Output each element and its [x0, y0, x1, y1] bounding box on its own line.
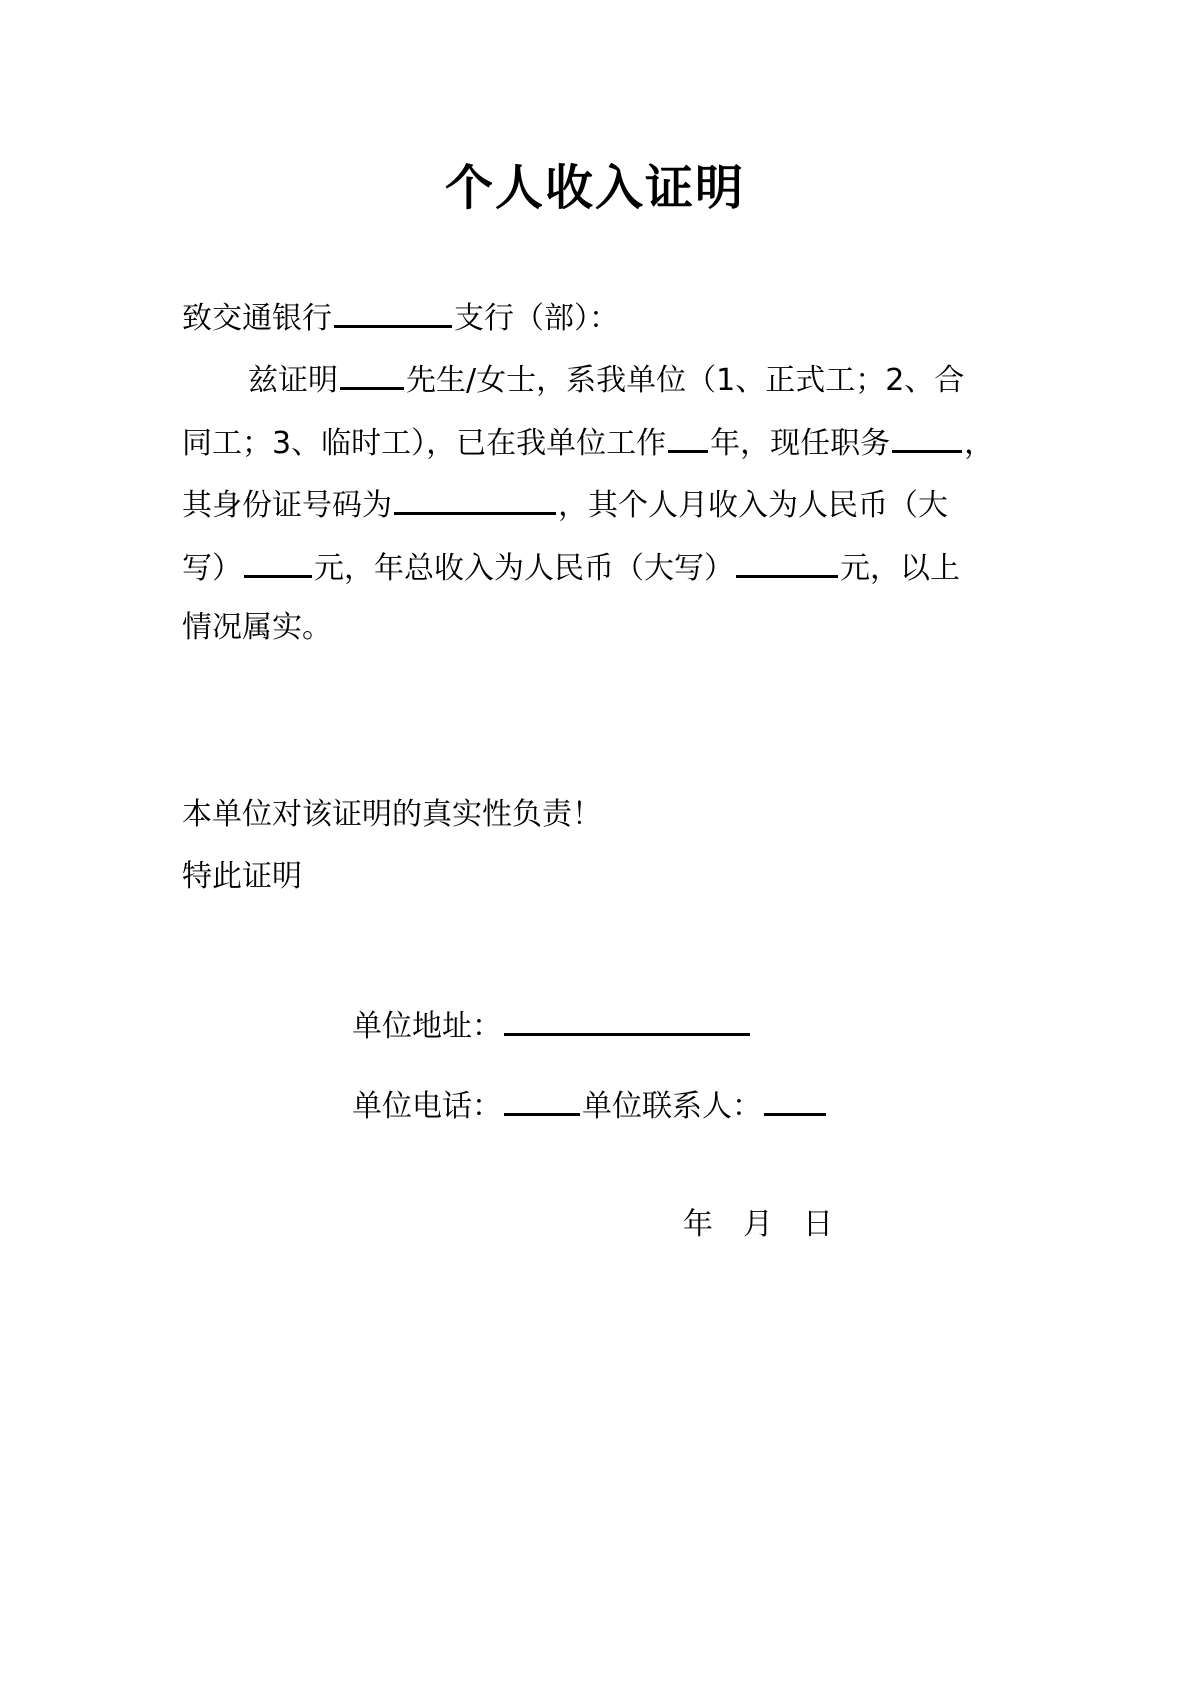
address-blank[interactable]: [504, 1003, 750, 1036]
position-blank[interactable]: [892, 420, 962, 453]
body-text: 同工；3、临时工），已在我单位工作: [182, 426, 667, 461]
body-text: ，: [964, 426, 995, 461]
body-line-1: [248, 357, 964, 401]
body-text: ，其个人月收入为人民币（大: [558, 488, 948, 523]
monthly-income-blank[interactable]: [244, 545, 312, 578]
body-text: 元，以上: [840, 551, 960, 586]
salutation-line: [182, 295, 619, 339]
phone-label: 单位电话：: [352, 1089, 502, 1124]
date-month: 月: [743, 1207, 773, 1242]
phone-blank[interactable]: [504, 1083, 580, 1116]
date-year: 年: [683, 1207, 713, 1242]
responsibility-statement: 本单位对该证明的真实性负责！: [182, 797, 602, 832]
body-line-3: [182, 482, 948, 526]
body-text: 元，年总收入为人民币（大写）: [314, 551, 734, 586]
body-line-5: 情况属实。: [182, 610, 332, 645]
address-label: 单位地址：: [352, 1009, 502, 1044]
date-day: 日: [803, 1207, 833, 1242]
branch-name-blank[interactable]: [334, 295, 452, 328]
certify-statement: 特此证明: [182, 859, 302, 894]
address-line: [352, 1003, 752, 1047]
contact-label: 单位联系人：: [582, 1089, 762, 1124]
id-number-blank[interactable]: [394, 482, 556, 515]
body-text: 兹证明: [248, 363, 338, 398]
employee-name-blank[interactable]: [340, 357, 404, 390]
body-text: 写）: [182, 551, 242, 586]
annual-income-blank[interactable]: [736, 545, 838, 578]
contact-blank[interactable]: [764, 1083, 826, 1116]
body-text: 其身份证号码为: [182, 488, 392, 523]
body-line-2: [182, 420, 994, 464]
phone-contact-line: [352, 1083, 828, 1127]
document-title: 个人收入证明: [444, 160, 745, 216]
salutation-prefix: 致交通银行: [182, 301, 332, 336]
salutation-suffix: 支行（部）：: [454, 301, 619, 336]
body-line-4: [182, 545, 960, 589]
body-text: 年，现任职务: [710, 426, 891, 461]
date-line: [683, 1205, 833, 1245]
years-worked-blank[interactable]: [668, 420, 708, 453]
body-text: 先生/女士，系我单位（1、正式工；2、合: [406, 363, 965, 398]
